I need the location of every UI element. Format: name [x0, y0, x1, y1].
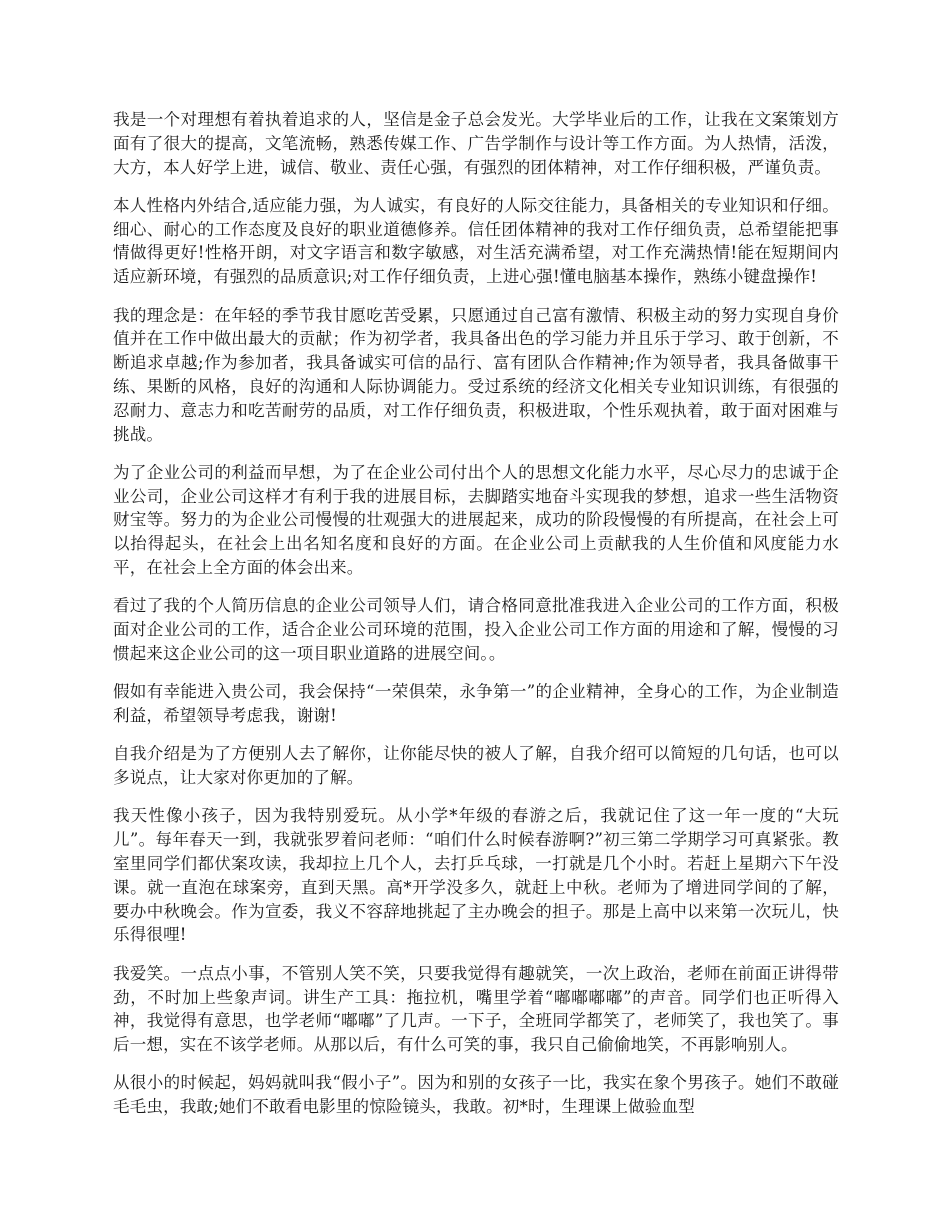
paragraph-2: 本人性格内外结合,适应能力强，为人诚实，有良好的人际交往能力，具备相关的专业知识和仔细。细心、耐心的工作态度及良好的职业道德修养。信任团体精神的我对工作仔细负责，总希望能把事情做得更好!性格开朗，对文字语言和数字敏感，对生活充满希望，对工作充满热情!能在短期间内适应新环境，有强烈的品质意识;对工作仔细负责，上进心强!懂电脑基本操作，熟练小键盘操作! — [113, 195, 839, 287]
paragraph-4: 为了企业公司的利益而早想，为了在企业公司付出个人的思想文化能力水平，尽心尽力的忠诚于企业公司，企业公司这样才有利于我的进展目标，去脚踏实地奋斗实现我的梦想，追求一些生活物资财宝等。努力的为企业公司慢慢的壮观强大的进展起来，成功的阶段慢慢的有所提高，在社会上可以抬得起头，在社会上出名知名度和良好的方面。在企业公司上贡献我的人生价值和风度能力水平，在社会上全方面的体会出来。 — [113, 462, 839, 578]
paragraph-5: 看过了我的个人简历信息的企业公司领导人们，请合格同意批准我进入企业公司的工作方面，积极面对企业公司的工作，适合企业公司环境的范围，投入企业公司工作方面的用途和了解，慢慢的习惯起来这企业公司的这一项目职业道路的进展空间。。 — [113, 596, 839, 663]
paragraph-10: 从很小的时候起，妈妈就叫我“假小子”。因为和别的女孩子一比，我实在象个男孩子。她们不敢碰毛毛虫，我敢;她们不敢看电影里的惊险镜头，我敢。初*时，生理课上做验血型 — [113, 1073, 839, 1117]
paragraph-1: 我是一个对理想有着执着追求的人，坚信是金子总会发光。大学毕业后的工作，让我在文案策划方面有了很大的提高，文笔流畅，熟悉传媒工作、广告学制作与设计等工作方面。为人热情，活泼，大方，本人好学上进，诚信、敬业、责任心强，有强烈的团体精神，对工作仔细积极，严谨负责。 — [113, 110, 839, 177]
document-body — [113, 108, 839, 1133]
paragraph-7: 自我介绍是为了方便别人去了解你，让你能尽快的被人了解，自我介绍可以简短的几句话，也可以多说点，让大家对你更加的了解。 — [113, 744, 839, 788]
paragraph-8: 我天性像小孩子，因为我特别爱玩。从小学*年级的春游之后，我就记住了这一年一度的“大玩儿”。每年春天一到，我就张罗着问老师：“咱们什么时候春游啊?”初三第二学期学习可真紧张。教室里同学们都伏案攻读，我却拉上几个人，去打乒乓球，一打就是几个小时。若赶上星期六下午没课。就一直泡在球案旁，直到天黑。高*开学没多久，就赶上中秋。老师为了增进同学间的了解，要办中秋晚会。作为宣委，我义不容辞地挑起了主办晚会的担子。那是上高中以来第一次玩儿，快乐得很哩! — [113, 806, 839, 945]
paragraph-3: 我的理念是：在年轻的季节我甘愿吃苦受累，只愿通过自己富有激情、积极主动的努力实现自身价值并在工作中做出最大的贡献；作为初学者，我具备出色的学习能力并且乐于学习、敢于创新，不断追求卓越;作为参加者，我具备诚实可信的品行、富有团队合作精神;作为领导者，我具备做事干练、果断的风格，良好的沟通和人际协调能力。受过系统的经济文化相关专业知识训练，有很强的忍耐力、意志力和吃苦耐劳的品质，对工作仔细负责，积极进取，个性乐观执着，敢于面对困难与挑战。 — [113, 305, 839, 444]
paragraph-6: 假如有幸能进入贵公司，我会保持“一荣俱荣，永争第一”的企业精神，全身心的工作，为企业制造利益，希望领导考虑我，谢谢! — [113, 682, 839, 726]
paragraph-9: 我爱笑。一点点小事，不管别人笑不笑，只要我觉得有趣就笑，一次上政治，老师在前面正讲得带劲，不时加上些象声词。讲生产工具：拖拉机，嘴里学着“嘟嘟嘟嘟”的声音。同学们也正听得入神，我觉得有意思，也学老师“嘟嘟”了几声。一下子，全班同学都笑了，老师笑了，我也笑了。事后一想，实在不该学老师。从那以后，有什么可笑的事，我只自己偷偷地笑，不再影响别人。 — [113, 963, 839, 1055]
